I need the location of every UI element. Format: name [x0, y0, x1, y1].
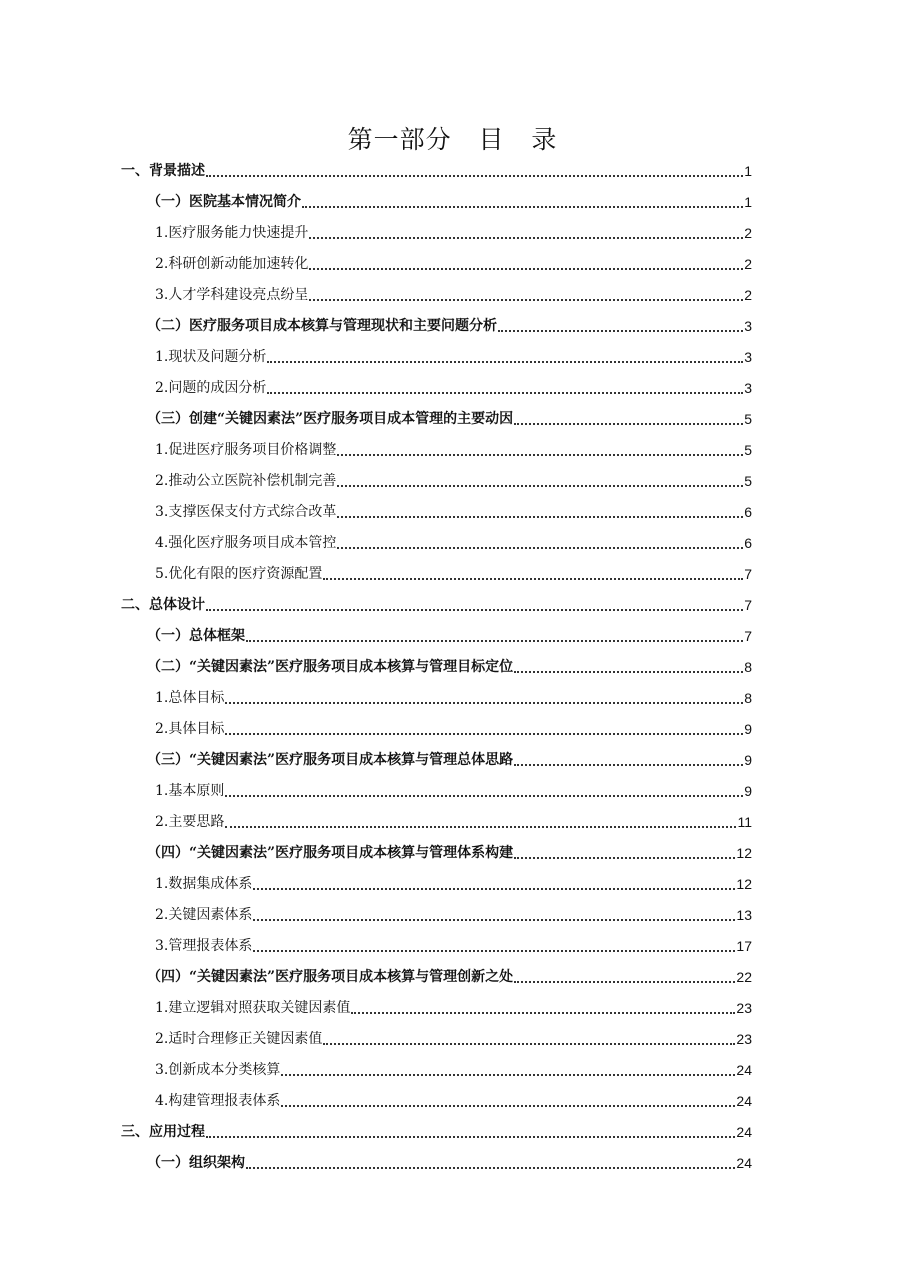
dot-leader: [206, 608, 743, 611]
toc-entry-label: （一）组织架构: [147, 1155, 245, 1171]
dot-leader: [225, 701, 743, 704]
toc-entry-page-number: 5: [744, 473, 752, 489]
dot-leader: [206, 174, 743, 177]
toc-entry[interactable]: [155, 218, 752, 242]
toc-entry-label: 2.科研创新动能加速转化: [155, 256, 309, 272]
toc-entry-label: 5.优化有限的医疗资源配置: [155, 566, 323, 582]
dot-leader: [323, 1042, 735, 1045]
toc-entry[interactable]: [147, 187, 752, 211]
toc-entry-label: 3.创新成本分类核算: [155, 1062, 281, 1078]
toc-entry[interactable]: [155, 1086, 752, 1110]
toc-entry[interactable]: [155, 466, 752, 490]
toc-entry-label: 1.数据集成体系: [155, 876, 253, 892]
toc-entry-page-number: 3: [744, 349, 752, 365]
toc-entry-page-number: 17: [736, 938, 752, 954]
toc-entry-page-number: 24: [736, 1155, 752, 1171]
toc-entry[interactable]: [147, 404, 752, 428]
toc-entry[interactable]: [155, 373, 752, 397]
dot-leader: [267, 360, 743, 363]
toc-entry-label: 1.促进医疗服务项目价格调整: [155, 442, 337, 458]
toc-entry-label: 1.总体目标: [155, 690, 225, 706]
dot-leader: [498, 329, 743, 332]
toc-entry[interactable]: [155, 776, 752, 800]
toc-entry[interactable]: [155, 807, 752, 831]
toc-entry[interactable]: [147, 652, 752, 676]
dot-leader: [337, 484, 743, 487]
toc-entry[interactable]: [155, 931, 752, 955]
toc-entry[interactable]: [147, 745, 752, 769]
dot-leader: [246, 639, 743, 642]
toc-entry[interactable]: [155, 435, 752, 459]
toc-entry[interactable]: [155, 869, 752, 893]
toc-entry[interactable]: [147, 962, 752, 986]
toc-entry-page-number: 24: [736, 1062, 752, 1078]
dot-leader: [302, 205, 743, 208]
toc-entry-label: 2.具体目标: [155, 721, 225, 737]
dot-leader: [309, 236, 743, 239]
toc-entry-page-number: 3: [744, 380, 752, 396]
dot-leader: [206, 1135, 735, 1138]
toc-entry-label: 一、背景描述: [121, 163, 205, 179]
toc-entry-page-number: 9: [744, 752, 752, 768]
toc-entry-page-number: 7: [744, 628, 752, 644]
dot-leader: [514, 763, 743, 766]
toc-entry-label: 1.建立逻辑对照获取关键因素值: [155, 1000, 351, 1016]
dot-leader: [281, 1104, 735, 1107]
toc-entry[interactable]: [155, 280, 752, 304]
toc-entry-label: 3.管理报表体系: [155, 938, 253, 954]
toc-entry-page-number: 22: [736, 969, 752, 985]
toc-entry-page-number: 8: [744, 690, 752, 706]
toc-entry[interactable]: [155, 900, 752, 924]
toc-entry[interactable]: [147, 621, 752, 645]
toc-entry[interactable]: [121, 156, 752, 180]
dot-leader: [337, 546, 743, 549]
toc-entry-page-number: 5: [744, 411, 752, 427]
toc-entry-label: （一）医院基本情况简介: [147, 194, 301, 210]
dot-leader: [246, 1166, 735, 1169]
toc-entry[interactable]: [147, 311, 752, 335]
toc-entry-page-number: 2: [744, 225, 752, 241]
toc-entry-label: （三）“关键因素法”医疗服务项目成本核算与管理总体思路: [147, 752, 514, 768]
dot-leader: [514, 980, 735, 983]
toc-entry[interactable]: [155, 559, 752, 583]
toc-entry-page-number: 13: [736, 907, 752, 923]
toc-entry[interactable]: [121, 1117, 752, 1141]
toc-entry-label: （二）医疗服务项目成本核算与管理现状和主要问题分析: [147, 318, 497, 334]
toc-entry-page-number: 23: [736, 1000, 752, 1016]
toc-entry[interactable]: [155, 497, 752, 521]
toc-entry-page-number: 24: [736, 1124, 752, 1140]
toc-entry[interactable]: [155, 714, 752, 738]
toc-entry-label: 4.构建管理报表体系: [155, 1093, 281, 1109]
dot-leader: [337, 453, 743, 456]
toc-entry[interactable]: [155, 342, 752, 366]
toc-entry-label: （四）“关键因素法”医疗服务项目成本核算与管理创新之处: [147, 969, 514, 985]
toc-entry-label: （四）“关键因素法”医疗服务项目成本核算与管理体系构建: [147, 845, 514, 861]
toc-entry[interactable]: [155, 1024, 752, 1048]
dot-leader: [514, 856, 735, 859]
toc-entry-label: （一）总体框架: [147, 628, 245, 644]
dot-leader: [225, 825, 736, 828]
toc-entry-label: 1.现状及问题分析: [155, 349, 267, 365]
dot-leader: [514, 422, 743, 425]
toc-entry-label: （三）创建“关键因素法”医疗服务项目成本管理的主要动因: [147, 411, 514, 427]
toc-entry[interactable]: [155, 249, 752, 273]
dot-leader: [309, 298, 743, 301]
toc-entry[interactable]: [155, 528, 752, 552]
toc-entry-label: 1.医疗服务能力快速提升: [155, 225, 309, 241]
dot-leader: [253, 918, 735, 921]
dot-leader: [309, 267, 743, 270]
toc-entry-page-number: 23: [736, 1031, 752, 1047]
dot-leader: [281, 1073, 735, 1076]
toc-entry[interactable]: [121, 590, 752, 614]
toc-entry[interactable]: [155, 683, 752, 707]
dot-leader: [225, 794, 743, 797]
toc-entry-page-number: 11: [737, 814, 752, 830]
dot-leader: [253, 949, 735, 952]
toc-entry-page-number: 6: [744, 504, 752, 520]
toc-entry-label: 3.支撑医保支付方式综合改革: [155, 504, 337, 520]
dot-leader: [337, 515, 743, 518]
toc-entry-label: 1.基本原则: [155, 783, 225, 799]
dot-leader: [514, 670, 743, 673]
toc-entry-page-number: 24: [736, 1093, 752, 1109]
toc-entry[interactable]: [147, 1148, 752, 1172]
page-title: 第一部分 目 录: [347, 125, 558, 154]
toc-entry-label: 三、应用过程: [121, 1124, 205, 1140]
toc-entry[interactable]: [155, 1055, 752, 1079]
toc-entry-page-number: 2: [744, 287, 752, 303]
toc-entry-page-number: 7: [744, 566, 752, 582]
toc-entry-label: （二）“关键因素法”医疗服务项目成本核算与管理目标定位: [147, 659, 514, 675]
toc-entry-page-number: 1: [744, 194, 752, 210]
dot-leader: [225, 732, 743, 735]
toc-entry-label: 2.关键因素体系: [155, 907, 253, 923]
toc-entry[interactable]: [147, 838, 752, 862]
toc-entry-page-number: 6: [744, 535, 752, 551]
toc-entry-page-number: 8: [744, 659, 752, 675]
toc-entry-page-number: 9: [744, 721, 752, 737]
toc-entry-page-number: 12: [736, 876, 752, 892]
toc-entry[interactable]: [155, 993, 752, 1017]
toc-entry-page-number: 12: [736, 845, 752, 861]
dot-leader: [267, 391, 743, 394]
dot-leader: [351, 1011, 735, 1014]
toc-entry-page-number: 5: [744, 442, 752, 458]
toc-entry-label: 2.主要思路: [155, 814, 225, 830]
toc-entry-label: 3.人才学科建设亮点纷呈: [155, 287, 309, 303]
toc-entry-label: 4.强化医疗服务项目成本管控: [155, 535, 337, 551]
toc-entry-page-number: 1: [744, 163, 752, 179]
toc-entry-label: 2.适时合理修正关键因素值: [155, 1031, 323, 1047]
toc-entry-page-number: 9: [744, 783, 752, 799]
toc-entry-label: 2.问题的成因分析: [155, 380, 267, 396]
toc-entry-label: 二、总体设计: [121, 597, 205, 613]
dot-leader: [253, 887, 735, 890]
toc-entry-page-number: 7: [744, 597, 752, 613]
toc-entry-label: 2.推动公立医院补偿机制完善: [155, 473, 337, 489]
toc-entry-page-number: 3: [744, 318, 752, 334]
dot-leader: [323, 577, 743, 580]
toc-entry-page-number: 2: [744, 256, 752, 272]
